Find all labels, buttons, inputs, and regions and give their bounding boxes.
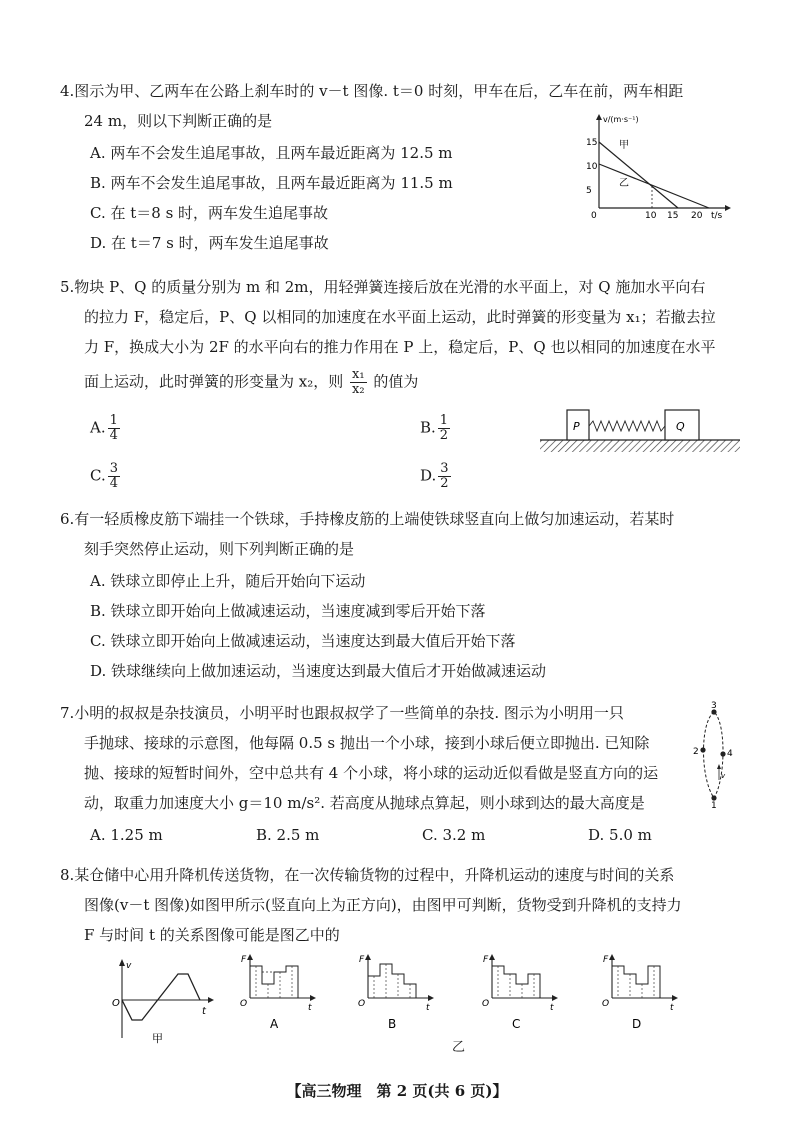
svg-text:F: F <box>359 955 365 965</box>
q7-label-4: 4 <box>727 749 733 759</box>
q6-stem-line2: 刻手突然停止运动，则下列判断正确的是 <box>84 540 355 558</box>
q5-stem-line4 <box>84 368 418 397</box>
svg-text:O: O <box>482 999 490 1009</box>
q4-label-yi: 乙 <box>619 178 629 189</box>
q8-graph-a <box>238 952 318 1032</box>
svg-text:t: t <box>308 1003 312 1013</box>
q8-label-d: D <box>632 1017 642 1031</box>
q8-stem-line2: 图像(v－t 图像)如图甲所示(竖直向上为正方向)，由图甲可判断，货物受到升降机的支持力 <box>84 896 682 914</box>
q7-label-3: 3 <box>711 701 717 711</box>
q7-option-d[interactable]: D. 5.0 m <box>588 826 652 844</box>
q7-stem-line4: 动，取重力加速度大小 g＝10 m/s². 若高度从抛球点算起，则小球到达的最大高度是 <box>84 794 645 812</box>
q7-stem-line2: 手抛球、接球的示意图，他每隔 0.5 s 抛出一个小球，接到小球后便立即抛出. 已知除 <box>84 734 650 752</box>
q7-label-v: v <box>721 772 726 780</box>
svg-text:O: O <box>112 998 120 1009</box>
q7-option-c[interactable]: C. 3.2 m <box>422 826 486 844</box>
q4-ytick-15: 15 <box>586 138 598 148</box>
q5-option-c[interactable]: C. $\frac{3}{4}$ <box>90 461 118 491</box>
q8-label-b: B <box>388 1017 397 1031</box>
q5-spring <box>589 421 665 431</box>
q4-xtick-10: 10 <box>645 211 657 221</box>
q4-ylabel: v/(m·s⁻¹) <box>603 115 639 124</box>
q7-ball-path <box>704 712 724 798</box>
svg-text:F: F <box>603 955 609 965</box>
q7-ball-2 <box>700 747 705 752</box>
q6-option-c[interactable]: C. 铁球立即开始向上做减速运动，当速度达到最大值后开始下落 <box>90 632 516 650</box>
svg-text:t: t <box>550 1003 554 1013</box>
q7-label-2: 2 <box>693 747 699 757</box>
svg-text:v: v <box>126 961 132 971</box>
q6-option-b[interactable]: B. 铁球立即开始向上做减速运动，当速度减到零后开始下落 <box>90 602 486 620</box>
q5-option-d[interactable]: D. $\frac{3}{2}$ <box>420 461 449 491</box>
q4-line-jia <box>599 142 678 208</box>
q7-option-b[interactable]: B. 2.5 m <box>256 826 320 844</box>
q7-ball-1 <box>711 795 716 800</box>
q8-label-a: A <box>270 1017 279 1031</box>
svg-text:O: O <box>358 999 366 1009</box>
q4-xtick-15: 15 <box>667 211 679 221</box>
svg-text:F: F <box>483 955 489 965</box>
q5-option-b[interactable]: B. $\frac{1}{2}$ <box>420 413 449 443</box>
q4-origin: 0 <box>591 211 597 221</box>
q5-stem-line1: 5.物块 P、Q 的质量分别为 m 和 2m，用轻弹簧连接后放在光滑的水平面上，对 Q 施加水平向右 <box>60 278 706 296</box>
q7-stem-line3: 抛、接球的短暂时间外，空中总共有 4 个小球，将小球的运动近似看做是竖直方向的运 <box>84 764 659 782</box>
q4-xlabel: t/s <box>711 211 723 221</box>
svg-text:O: O <box>240 999 248 1009</box>
q4-option-c[interactable]: C. 在 t＝8 s 时，两车发生追尾事故 <box>90 204 329 222</box>
svg-text:t: t <box>426 1003 430 1013</box>
q8-label-jia: 甲 <box>152 1032 163 1045</box>
q7-option-a[interactable]: A. 1.25 m <box>90 826 163 844</box>
q8-graph-c <box>480 952 560 1032</box>
q5-line4-tail: 的值为 <box>373 372 419 391</box>
q7-ball-4 <box>720 751 725 756</box>
q4-label-jia: 甲 <box>619 140 629 151</box>
q4-vt-graph <box>585 112 735 222</box>
q5-label-p: P <box>573 420 580 433</box>
svg-text:t: t <box>202 1006 206 1017</box>
q4-line-yi <box>599 164 709 208</box>
q4-xtick-20: 20 <box>691 211 703 221</box>
q7-juggling-figure <box>692 700 736 810</box>
q5-stem-line2: 的拉力 F，稳定后，P、Q 以相同的加速度在水平面上运动，此时弹簧的形变量为 x₁；若撤去拉 <box>84 308 716 326</box>
q8-graph-b <box>356 952 436 1032</box>
q4-option-a[interactable]: A. 两车不会发生追尾事故，且两车最近距离为 12.5 m <box>90 144 453 162</box>
q8-stem-line3: F 与时间 t 的关系图像可能是图乙中的 <box>84 926 340 944</box>
q8-stem-line1: 8.某仓储中心用升降机传送货物，在一次传输货物的过程中，升降机运动的速度与时间的关系 <box>60 866 675 884</box>
q7-stem-line1: 7.小明的叔叔是杂技演员，小明平时也跟叔叔学了一些简单的杂技. 图示为小明用一只 <box>60 704 624 722</box>
svg-text:F: F <box>241 955 247 965</box>
q8-graph-jia <box>108 956 214 1046</box>
q4-ytick-10: 10 <box>586 162 598 172</box>
q6-option-d[interactable]: D. 铁球继续向上做加速运动，当速度达到最大值后才开始做减速运动 <box>90 662 547 680</box>
q5-spring-figure <box>540 406 740 458</box>
page-footer: 【高三物理 第 2 页(共 6 页)】 <box>286 1082 508 1100</box>
q8-graph-d <box>600 952 680 1032</box>
svg-text:t: t <box>670 1003 674 1013</box>
svg-text:O: O <box>602 999 610 1009</box>
q7-label-1: 1 <box>711 801 717 810</box>
q4-option-b[interactable]: B. 两车不会发生追尾事故，且两车最近距离为 11.5 m <box>90 174 453 192</box>
q4-ytick-5: 5 <box>586 186 592 196</box>
q5-option-a[interactable]: A. $\frac{1}{4}$ <box>90 413 118 443</box>
q5-label-q: Q <box>676 420 685 433</box>
q5-line4-text: 面上运动，此时弹簧的形变量为 x₂，则 <box>84 372 344 391</box>
q6-option-a[interactable]: A. 铁球立即停止上升，随后开始向下运动 <box>90 572 366 590</box>
q4-stem-line1: 4.图示为甲、乙两车在公路上刹车时的 v－t 图像. t＝0 时刻，甲车在后，乙车在前，两车相距 <box>60 82 684 100</box>
q8-label-yi: 乙 <box>452 1040 466 1055</box>
q4-option-d[interactable]: D. 在 t＝7 s 时，两车发生追尾事故 <box>90 234 329 252</box>
q5-fraction-x1-x2: $\frac{\text{x₁}}{\text{x₂}}$ <box>352 367 365 397</box>
q5-stem-line3: 力 F，换成大小为 2F 的水平向右的推力作用在 P 上，稳定后，P、Q 也以相同的加速度在水平 <box>84 338 716 356</box>
q4-stem-line2: 24 m，则以下判断正确的是 <box>84 112 273 130</box>
q6-stem-line1: 6.有一轻质橡皮筋下端挂一个铁球，手持橡皮筋的上端使铁球竖直向上做匀加速运动，若某时 <box>60 510 675 528</box>
q5-ground-hatch <box>540 440 740 452</box>
q8-label-c: C <box>512 1017 521 1031</box>
